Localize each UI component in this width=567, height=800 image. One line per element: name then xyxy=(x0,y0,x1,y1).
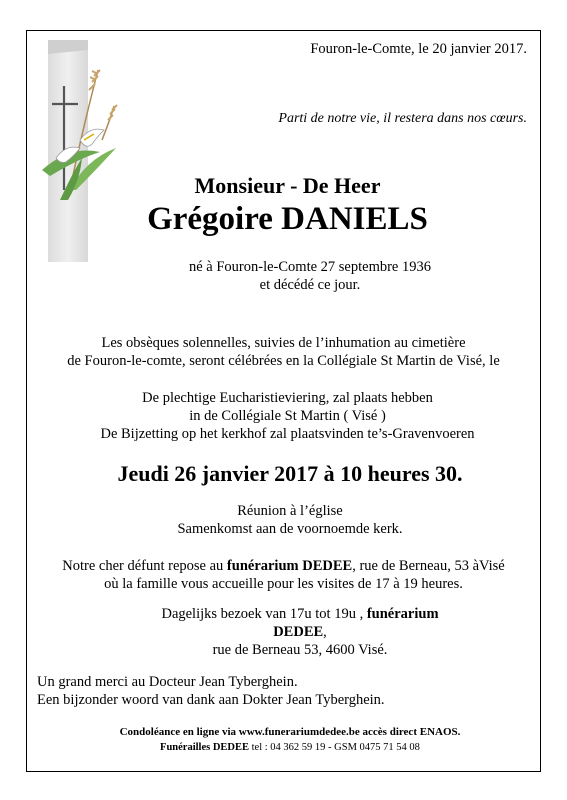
visit-line-2: rue de Berneau 53, 4600 Visé. xyxy=(212,642,388,658)
thanks xyxy=(37,673,385,709)
deceased-name: Grégoire DANIELS xyxy=(147,201,428,237)
rest-place: funérarium DEDEE xyxy=(226,558,353,574)
visit-post: , xyxy=(323,624,327,640)
visit-line-1 xyxy=(140,605,460,641)
rest-info xyxy=(40,557,527,593)
motto: Parti de notre vie, il restera dans nos cœurs. xyxy=(278,111,527,126)
birth-info xyxy=(160,258,460,294)
rest-pre: Notre cher défunt repose au xyxy=(62,558,227,574)
contact-line xyxy=(60,742,520,753)
thanks-nl: Een bijzonder woord van dank aan Dokter Jean Tyberghein. xyxy=(37,692,385,708)
funeral-nl-line-2: in de Collégiale St Martin ( Visé ) xyxy=(189,408,386,424)
company-name: Funérailles DEDEE xyxy=(160,742,250,753)
visit-pre: Dagelijks bezoek van 17u tot 19u , xyxy=(161,606,367,622)
funeral-fr-line-1: Les obsèques solennelles, suivies de l’inhumation au cimetière xyxy=(101,335,466,351)
ceremony-datetime: Jeudi 26 janvier 2017 à 10 heures 30. xyxy=(117,461,463,486)
meeting-nl: Samenkomst aan de voornoemde kerk. xyxy=(177,521,403,537)
birth-line: né à Fouron-le-Comte 27 septembre 1936 xyxy=(188,259,431,275)
deceased-title: Monsieur - De Heer xyxy=(194,173,381,198)
funeral-dutch xyxy=(100,389,475,443)
visit-place: funérarium DEDEE xyxy=(273,606,439,640)
rest-post: , rue de Berneau, 53 àVisé xyxy=(352,558,505,574)
thanks-fr: Un grand merci au Docteur Jean Tyberghein. xyxy=(37,674,298,690)
funeral-nl-line-3: De Bijzetting op het kerkhof zal plaatsvinden te’s-Gravenvoeren xyxy=(100,426,475,442)
condolence-line: Condoléance en ligne via www.funerariumdedee.be accès direct ENAOS. xyxy=(119,726,461,738)
meeting-fr: Réunion à l’église xyxy=(237,503,343,519)
phone-numbers: tel : 04 362 59 19 - GSM 0475 71 54 08 xyxy=(249,742,420,753)
rest-line-1 xyxy=(40,557,527,575)
visit-dutch xyxy=(140,605,460,659)
funeral-nl-line-1: De plechtige Eucharistieviering, zal plaats hebben xyxy=(142,390,433,406)
place-date: Fouron-le-Comte, le 20 janvier 2017. xyxy=(310,41,527,57)
funeral-french xyxy=(40,334,527,370)
meeting-info xyxy=(130,502,450,538)
funeral-fr-line-2: de Fouron-le-comte, seront célébrées en la Collégiale St Martin de Visé, le xyxy=(67,353,500,369)
rest-line-2: où la famille vous accueille pour les visites de 17 à 19 heures. xyxy=(104,576,463,592)
death-line: et décédé ce jour. xyxy=(259,277,361,293)
